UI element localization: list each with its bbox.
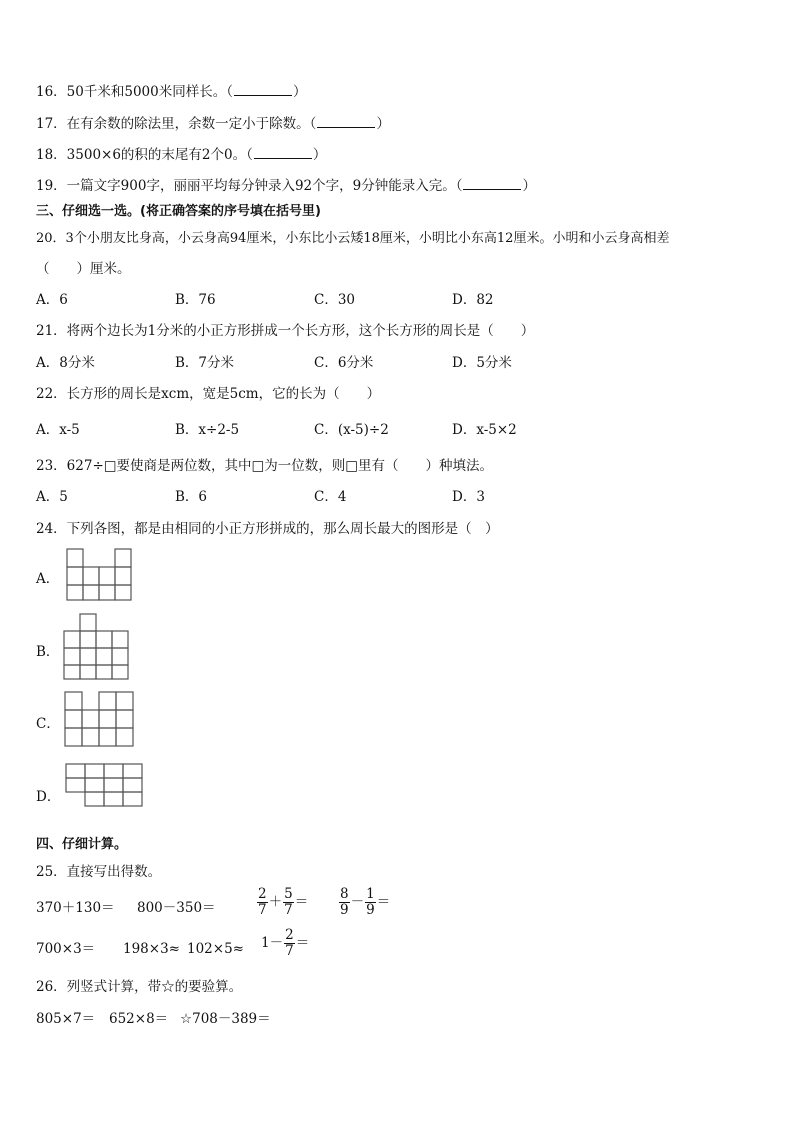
q22-option-c[interactable]: C．(x-5)÷2 <box>314 422 389 438</box>
question-17-text: 17．在有余数的除法里，余数一定小于除数。（ <box>36 116 317 132</box>
question-19: 19．一篇文字900字，丽丽平均每分钟录入92个字，9分钟能录入完。（ ） <box>36 178 536 194</box>
calc-one-minus-fraction: 1－ $\frac{2}{7}$ ＝ <box>261 927 310 959</box>
calc-198-times-3: 198×3≈ <box>123 941 180 957</box>
figure-a-label[interactable]: A． <box>36 571 60 587</box>
q20-option-c[interactable]: C．30 <box>314 292 356 308</box>
calc-700-times-3: 700×3＝ <box>36 941 96 957</box>
q23-option-a[interactable]: A．5 <box>36 489 68 505</box>
figure-c <box>60 688 144 750</box>
question-21: 21．将两个边长为1分米的小正方形拼成一个长方形，这个长方形的周长是（ ） <box>36 323 535 339</box>
calc-370-plus-130: 370＋130＝ <box>36 900 115 916</box>
question-18-text: 18．3500×6的积的末尾有2个0。（ <box>36 147 253 163</box>
q20-option-a[interactable]: A．6 <box>36 292 68 308</box>
figure-c-label[interactable]: C． <box>36 716 60 732</box>
calc-708-minus-389: ☆708－389＝ <box>180 1011 271 1027</box>
q20-option-d[interactable]: D．82 <box>452 292 494 308</box>
calc-fraction-diff: $\frac{8}{9}$ － $\frac{1}{9}$ ＝ <box>340 886 391 918</box>
q22-option-d[interactable]: D．x-5×2 <box>452 422 517 438</box>
q20-option-b[interactable]: B．76 <box>175 292 216 308</box>
calc-102-times-5: 102×5≈ <box>187 941 244 957</box>
figure-d <box>60 760 146 810</box>
question-16-text: 16．50千米和5000米同样长。（ <box>36 84 233 100</box>
figure-b-label[interactable]: B． <box>36 644 60 660</box>
question-16: 16．50千米和5000米同样长。（ ） <box>36 84 307 100</box>
section-3-heading: 三、仔细选一选。(将正确答案的序号填在括号里) <box>36 204 321 219</box>
question-19-text: 19．一篇文字900字，丽丽平均每分钟录入92个字，9分钟能录入完。（ <box>36 178 463 194</box>
question-17: 17．在有余数的除法里，余数一定小于除数。（ ） <box>36 116 390 132</box>
q21-option-d[interactable]: D．5分米 <box>452 355 512 371</box>
q23-option-d[interactable]: D．3 <box>452 489 485 505</box>
answer-blank[interactable] <box>234 83 292 96</box>
question-20-line1: 20．3个小朋友比身高，小云身高94厘米，小东比小云矮18厘米，小明比小东高12厘米。小明和小云身高相差 <box>36 231 670 246</box>
question-18: 18．3500×6的积的末尾有2个0。（ ） <box>36 147 327 163</box>
figure-a <box>60 544 140 606</box>
q23-option-c[interactable]: C．4 <box>314 489 347 505</box>
question-25: 25．直接写出得数。 <box>36 864 162 880</box>
section-4-heading: 四、仔细计算。 <box>36 837 128 852</box>
question-26: 26．列竖式计算，带☆的要验算。 <box>36 979 243 995</box>
figure-b <box>60 610 140 682</box>
answer-blank[interactable] <box>463 177 521 190</box>
calc-fraction-sum: $\frac{2}{7}$ ＋ $\frac{5}{7}$ ＝ <box>258 886 309 918</box>
q21-option-c[interactable]: C．6分米 <box>314 355 374 371</box>
q21-option-a[interactable]: A．8分米 <box>36 355 95 371</box>
q22-option-a[interactable]: A．x-5 <box>36 422 80 438</box>
q23-option-b[interactable]: B．6 <box>175 489 208 505</box>
q22-option-b[interactable]: B．x÷2-5 <box>175 422 240 438</box>
figure-d-label[interactable]: D． <box>36 789 61 805</box>
answer-blank[interactable] <box>254 146 312 159</box>
question-24: 24．下列各图，都是由相同的小正方形拼成的，那么周长最大的图形是（ ） <box>36 521 499 537</box>
q21-option-b[interactable]: B．7分米 <box>175 355 235 371</box>
answer-blank[interactable] <box>317 115 375 128</box>
question-23: 23．627÷□要使商是两位数，其中□为一位数，则□里有（ ）种填法。 <box>36 458 494 474</box>
question-20-line2: （ ）厘米。 <box>36 261 131 277</box>
calc-652-times-8: 652×8＝ <box>109 1011 169 1027</box>
question-22: 22．长方形的周长是xcm，宽是5cm，它的长为（ ） <box>36 386 381 402</box>
calc-800-minus-350: 800－350＝ <box>137 900 216 916</box>
calc-805-times-7: 805×7＝ <box>36 1011 96 1027</box>
